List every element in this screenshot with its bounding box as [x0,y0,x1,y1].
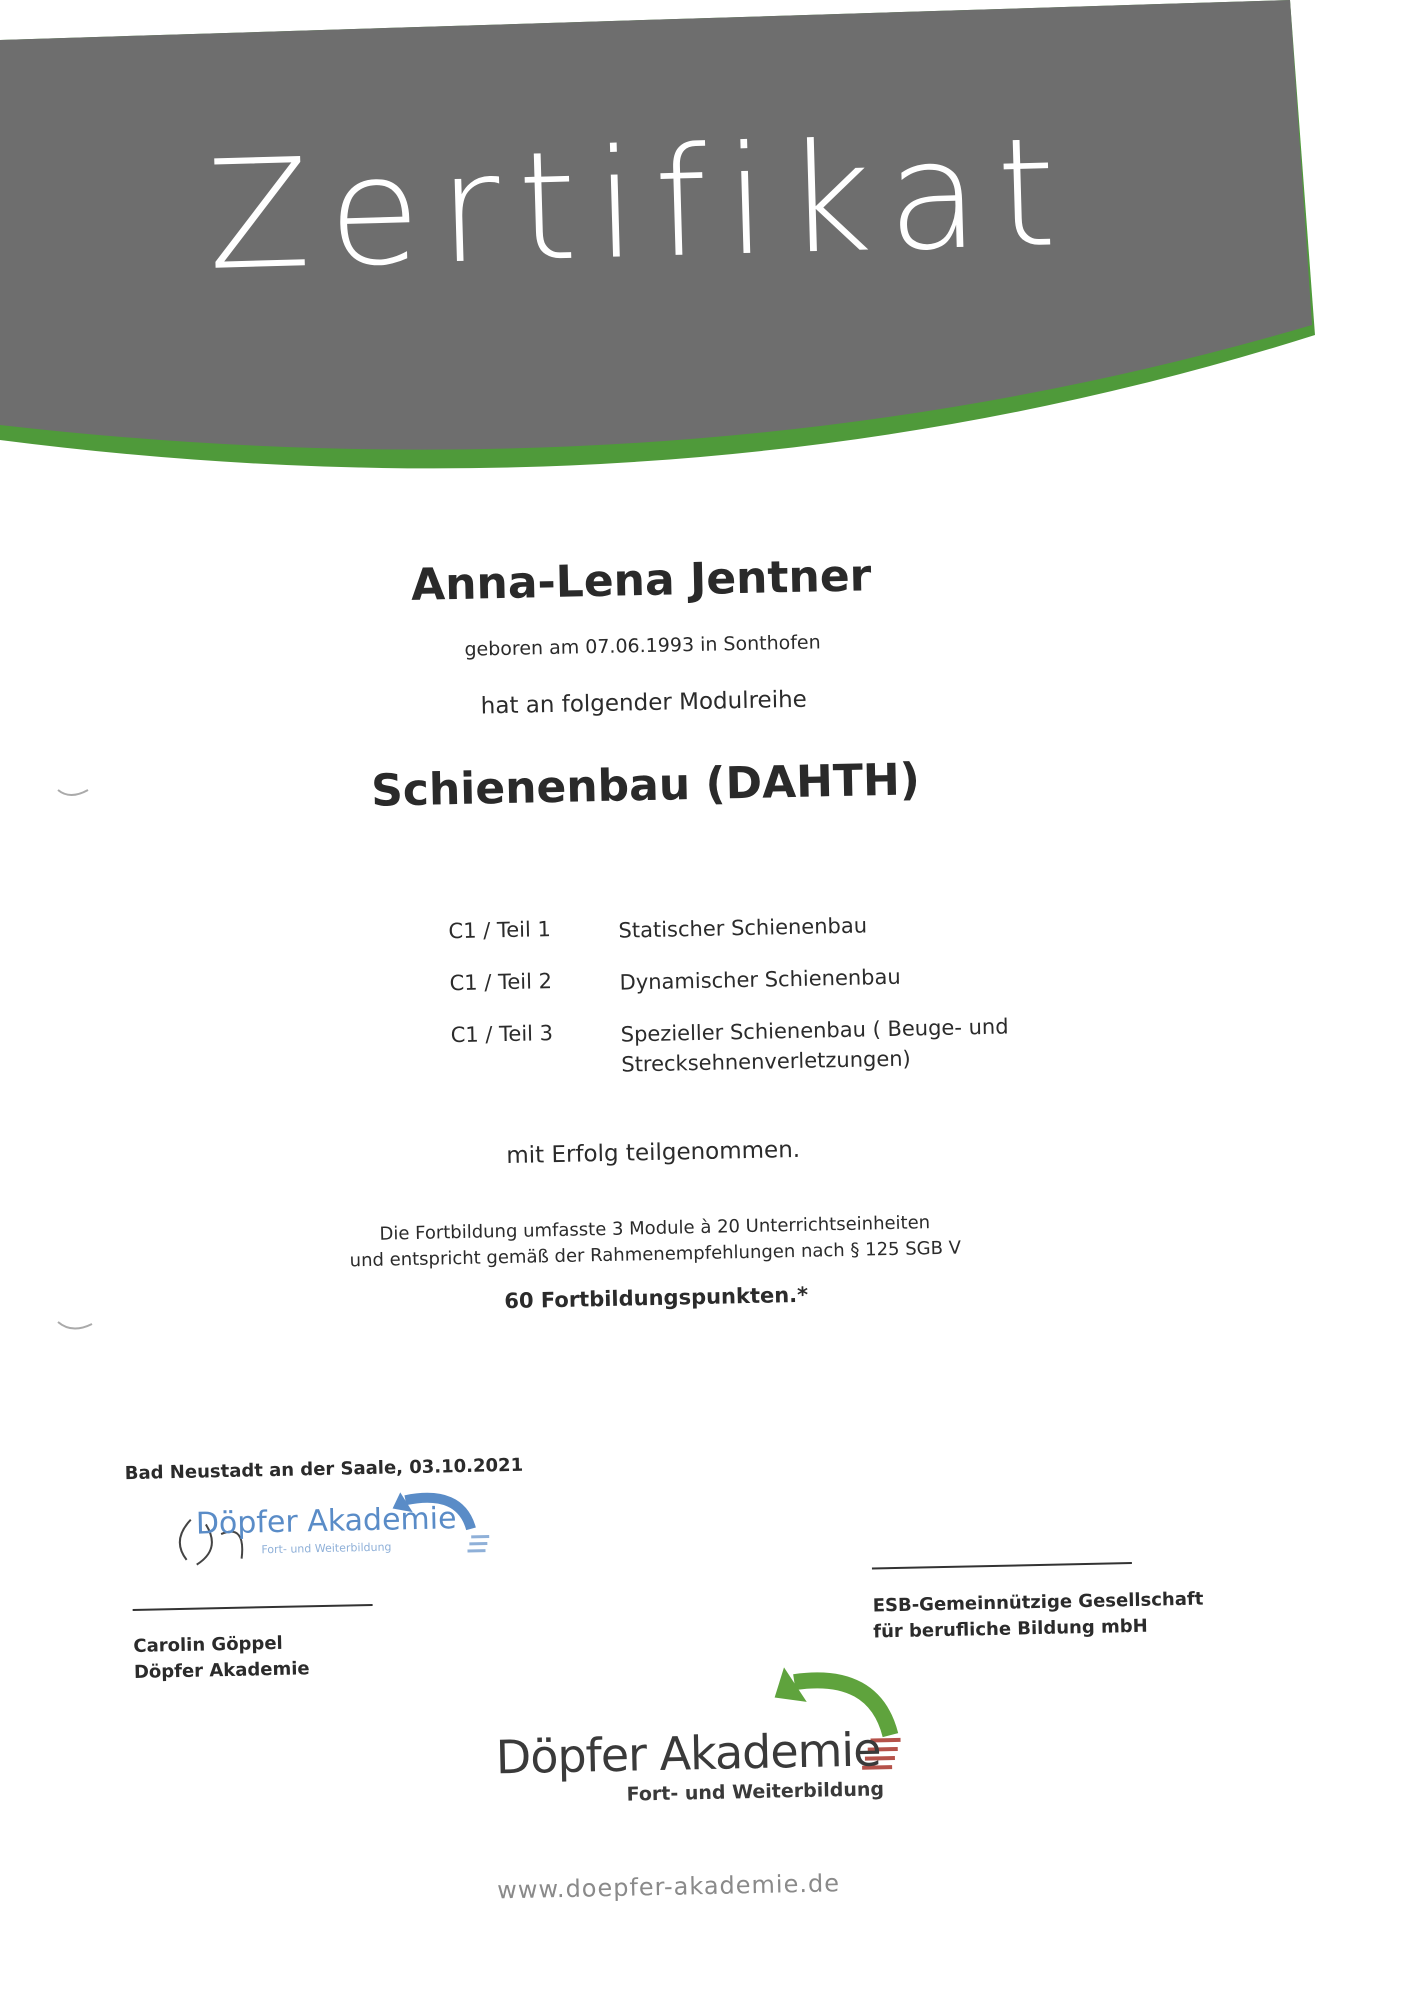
intro-line: hat an folgender Modulreihe [0,676,1294,729]
signer-right-line-2: für berufliche Bildung mbH [873,1613,1204,1646]
module-title: Statischer Schienenbau [618,907,1039,946]
signer-left-org: Döpfer Akademie [134,1656,310,1686]
signature-line-left [133,1604,373,1611]
module-code: C1 / Teil 2 [449,968,620,1002]
info-line-2: und entspricht gemäß der Rahmenempfehlungen nach § 125 SGB V [5,1230,1305,1278]
certificate-title: Zertifikat [205,106,1076,304]
website-link[interactable]: www.doepfer-akademie.de [18,1859,1318,1914]
signer-right-line-1: ESB-Gemeinnützige Gesellschaft [872,1587,1203,1620]
signature-line-right [872,1562,1132,1569]
stamp-text: Döpfer Akademie [196,1501,457,1541]
module-code: C1 / Teil 1 [448,916,619,950]
stamp-subtitle: Fort- und Weiterbildung [261,1541,391,1557]
signer-left-name: Carolin Göppel [133,1630,309,1660]
module-row [450,1009,1151,1084]
points-line: 60 Fortbildungspunkten.* [6,1272,1306,1323]
birth-line: geboren am 07.06.1993 in Sonthofen [0,621,1293,670]
module-title: Dynamischer Schienenbau [619,959,1040,998]
logo-name: Döpfer Akademie [495,1722,881,1784]
course-title: Schienenbau (DAHTH) [0,746,1296,824]
info-line-1: Die Fortbildung umfasste 3 Module à 20 Unterrichtseinheiten [5,1204,1305,1252]
module-list [448,905,1152,1106]
logo-tagline: Fort- und Weiterbildung [626,1778,884,1805]
recipient-name: Anna-Lena Jentner [0,541,1292,619]
place-date: Bad Neustadt an der Saale, 03.10.2021 [125,1455,524,1484]
module-row [448,905,1148,950]
signer-left [133,1630,310,1686]
module-row [449,957,1149,1002]
success-line: mit Erfolg teilgenommen. [3,1126,1303,1179]
stamp [150,1488,512,1586]
module-code: C1 / Teil 3 [450,1020,621,1084]
doepfer-logo [494,1659,957,1829]
signer-right [872,1587,1204,1646]
module-title: Spezieller Schienenbau ( Beuge- und Strecksehnenverletzungen) [620,1011,1041,1080]
